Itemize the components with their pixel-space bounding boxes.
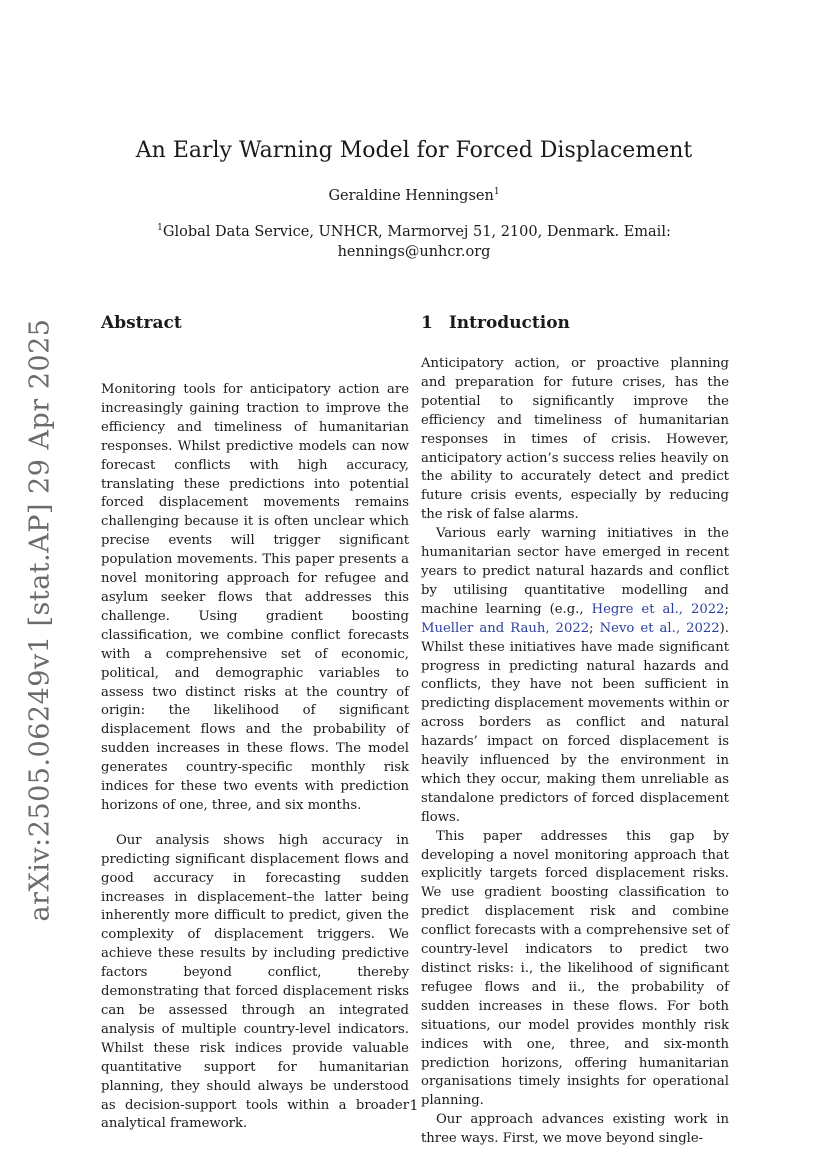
author-line — [0, 188, 828, 204]
intro-paragraph-3: This paper addresses this gap by developing a novel monitoring approach that explicitly targets forced displacement risks. We use gradient boosting classification to predict displacement risk and combine conflict forecasts with a comprehensive set of country-level indicators to predict two distinct risks: i., the likelihood of significant refugee flows and ii., the probability of sudden increases in these flows. For both situations, our model provides monthly risk indices with one, three, and six-month prediction horizons, offering humanitarian organisations timely insights for operational planning. — [421, 828, 729, 1109]
left-column — [101, 313, 409, 1134]
citation-separator: ; — [589, 620, 600, 636]
arxiv-identifier-text: arXiv:2505.06249v1 [stat.AP] 29 Apr 2025 — [24, 318, 56, 922]
abstract-paragraph-2: Our analysis shows high accuracy in predicting significant displacement flows and good accuracy in forecasting sudden increases in displacement–the latter being inherently more difficult to predict, given the complexity of displacement triggers. We achieve these results by including predictive factors beyond conflict, thereby demonstrating that forced displacement risks can be assessed through an integrated analysis of multiple country-level indicators. Whilst these risk indices provide valuable quantitative support for humanitarian planning, they should always be understood as decision-support tools within a broader analytical framework. — [101, 832, 409, 1132]
author-superscript: 1 — [493, 187, 500, 198]
author-name: Geraldine Henningsen — [328, 188, 494, 204]
abstract-heading: Abstract — [101, 313, 182, 333]
affiliation — [150, 222, 678, 262]
citation-nevo[interactable]: Nevo et al., 2022 — [599, 620, 720, 636]
right-column — [421, 313, 729, 1149]
citation-hegre[interactable]: Hegre et al., 2022 — [591, 601, 725, 617]
intro-paragraph-4: Our approach advances existing work in three ways. First, we move beyond single- — [421, 1112, 729, 1147]
intro-p2-text-b: ). Whilst these initiatives have made significant progress in predicting natural hazards and conflicts, they have not been sufficient in predicting displacement movements within or across borders as conflict and natural hazards’ impact on forced displacement is heavily influenced by the environment in which they occur, making them unreliable as standalone predictors of forced displacement flows. — [421, 620, 729, 825]
abstract-paragraph-1: Monitoring tools for anticipatory action are increasingly gaining traction to improve the efficiency and timeliness of humanitarian responses. Whilst predictive models can now forecast conflicts with high accuracy, translating these predictions into potential forced displacement movements remains challenging because it is often unclear which precise events will trigger significant population movements. This paper presents a novel monitoring approach for refugee and asylum seeker flows that addresses this challenge. Using gradient boosting classification, we combine conflict forecasts with a comprehensive set of economic, political, and demographic variables to assess two distinct risks at the country of origin: the likelihood of significant displacement flows and the probability of sudden increases in these flows. The model generates country-specific monthly risk indices for these two events with prediction horizons of one, three, and six months. — [101, 382, 409, 813]
paper-title: An Early Warning Model for Forced Displacement — [135, 138, 693, 163]
citation-separator: ; — [724, 601, 729, 617]
intro-paragraph-2 — [421, 525, 729, 828]
arxiv-identifier — [10, 318, 70, 922]
citation-mueller[interactable]: Mueller and Rauh, 2022 — [421, 620, 590, 636]
page-number: 1 — [409, 1098, 419, 1114]
affiliation-superscript: 1 — [157, 223, 163, 234]
intro-p2-text-a: Various early warning initiatives in the humanitarian sector have emerged in recent years to predict natural hazards and conflict by utilising quantitative modelling and machine learning (e.g., — [421, 526, 729, 617]
affiliation-text: Global Data Service, UNHCR, Marmorvej 51, 2100, Denmark. Email: hennings@unhcr.org — [162, 224, 671, 260]
intro-heading — [421, 313, 729, 351]
intro-paragraph-1: Anticipatory action, or proactive planning and preparation for future crises, has the potential to significantly improve the efficiency and timeliness of humanitarian responses in times of crisis. However, anticipatory action’s success relies heavily on the ability to accurately detect and predict future crisis events, especially by reducing the risk of false alarms. — [421, 356, 729, 523]
section-number: 1 — [421, 313, 433, 333]
section-title: Introduction — [448, 313, 570, 333]
